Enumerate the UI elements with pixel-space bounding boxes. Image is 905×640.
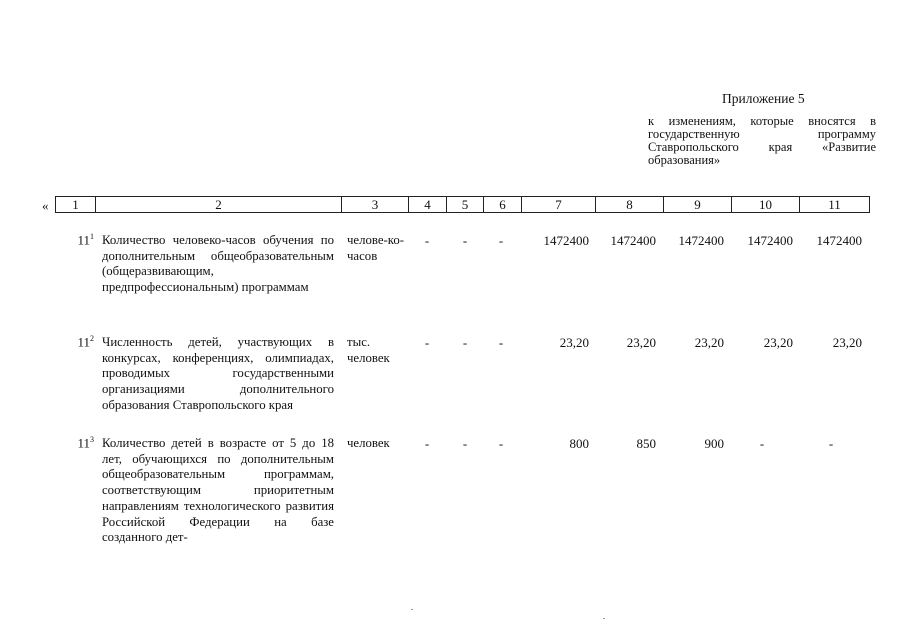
row-value-col5: -	[462, 233, 468, 248]
row-description: Количество детей в возрасте от 5 до 18 лет, обучающихся по дополнительным общеобразовательным программам, соответствующим приоритетным направлениям технологического развития Российской Федерации на базе созданного дет-	[102, 436, 334, 545]
header-cell-7: 7	[522, 197, 596, 213]
row-description: Численность детей, участвующих в конкурсах, конференциях, олимпиадах, проводимых государственными организациями дополнительного образования Ставропольского края	[102, 335, 334, 412]
row-value-col8: 850	[636, 436, 656, 451]
header-cell-8: 8	[596, 197, 664, 213]
scan-speck	[603, 618, 605, 619]
row-value-col9: 1472400	[678, 233, 724, 248]
scan-speck	[411, 609, 413, 610]
header-cell-1: 1	[56, 197, 96, 213]
header-cell-4: 4	[409, 197, 447, 213]
header-cell-3: 3	[342, 197, 409, 213]
row-value-col11: 1472400	[816, 233, 862, 248]
row-number: $11^2$	[77, 334, 94, 350]
header-cell-11: 11	[800, 197, 870, 213]
header-cell-10: 10	[732, 197, 800, 213]
row-value-col10: 1472400	[747, 233, 793, 248]
appendix-subtitle: к изменениям, которые вносятся в государственную программу Ставропольского края «Развитие образования»	[648, 114, 876, 167]
header-cell-2: 2	[96, 197, 342, 213]
row-value-col4: -	[424, 436, 430, 451]
row-value-col10: -	[759, 436, 765, 451]
header-cell-5: 5	[447, 197, 484, 213]
row-value-col9: 900	[704, 436, 724, 451]
row-value-col7: 1472400	[543, 233, 589, 248]
row-number: $11^3$	[77, 435, 94, 451]
row-value-col9: 23,20	[694, 335, 724, 350]
row-value-col7: 23,20	[559, 335, 589, 350]
open-quote: «	[42, 198, 49, 213]
row-value-col4: -	[424, 233, 430, 248]
row-value-col5: -	[462, 436, 468, 451]
header-cell-9: 9	[664, 197, 732, 213]
row-unit: тыс. человек	[347, 335, 390, 365]
row-value-col6: -	[498, 436, 504, 451]
row-unit: человек	[347, 436, 390, 450]
row-unit: челове-ко-часов	[347, 233, 405, 263]
header-cell-6: 6	[484, 197, 522, 213]
row-value-col6: -	[498, 233, 504, 248]
row-value-col4: -	[424, 335, 430, 350]
row-value-col8: 23,20	[626, 335, 656, 350]
row-number: $11^1$	[77, 232, 94, 248]
row-value-col6: -	[498, 335, 504, 350]
row-value-col11: -	[828, 436, 834, 451]
row-value-col5: -	[462, 335, 468, 350]
appendix-title: Приложение 5	[722, 91, 805, 106]
table-header	[55, 196, 870, 213]
row-value-col10: 23,20	[763, 335, 793, 350]
row-value-col7: 800	[569, 436, 589, 451]
row-value-col11: 23,20	[832, 335, 862, 350]
row-value-col8: 1472400	[610, 233, 656, 248]
row-description: Количество человеко-часов обучения по дополнительным общеобразовательным (общеразвивающим, предпрофессиональным) программам	[102, 233, 334, 295]
